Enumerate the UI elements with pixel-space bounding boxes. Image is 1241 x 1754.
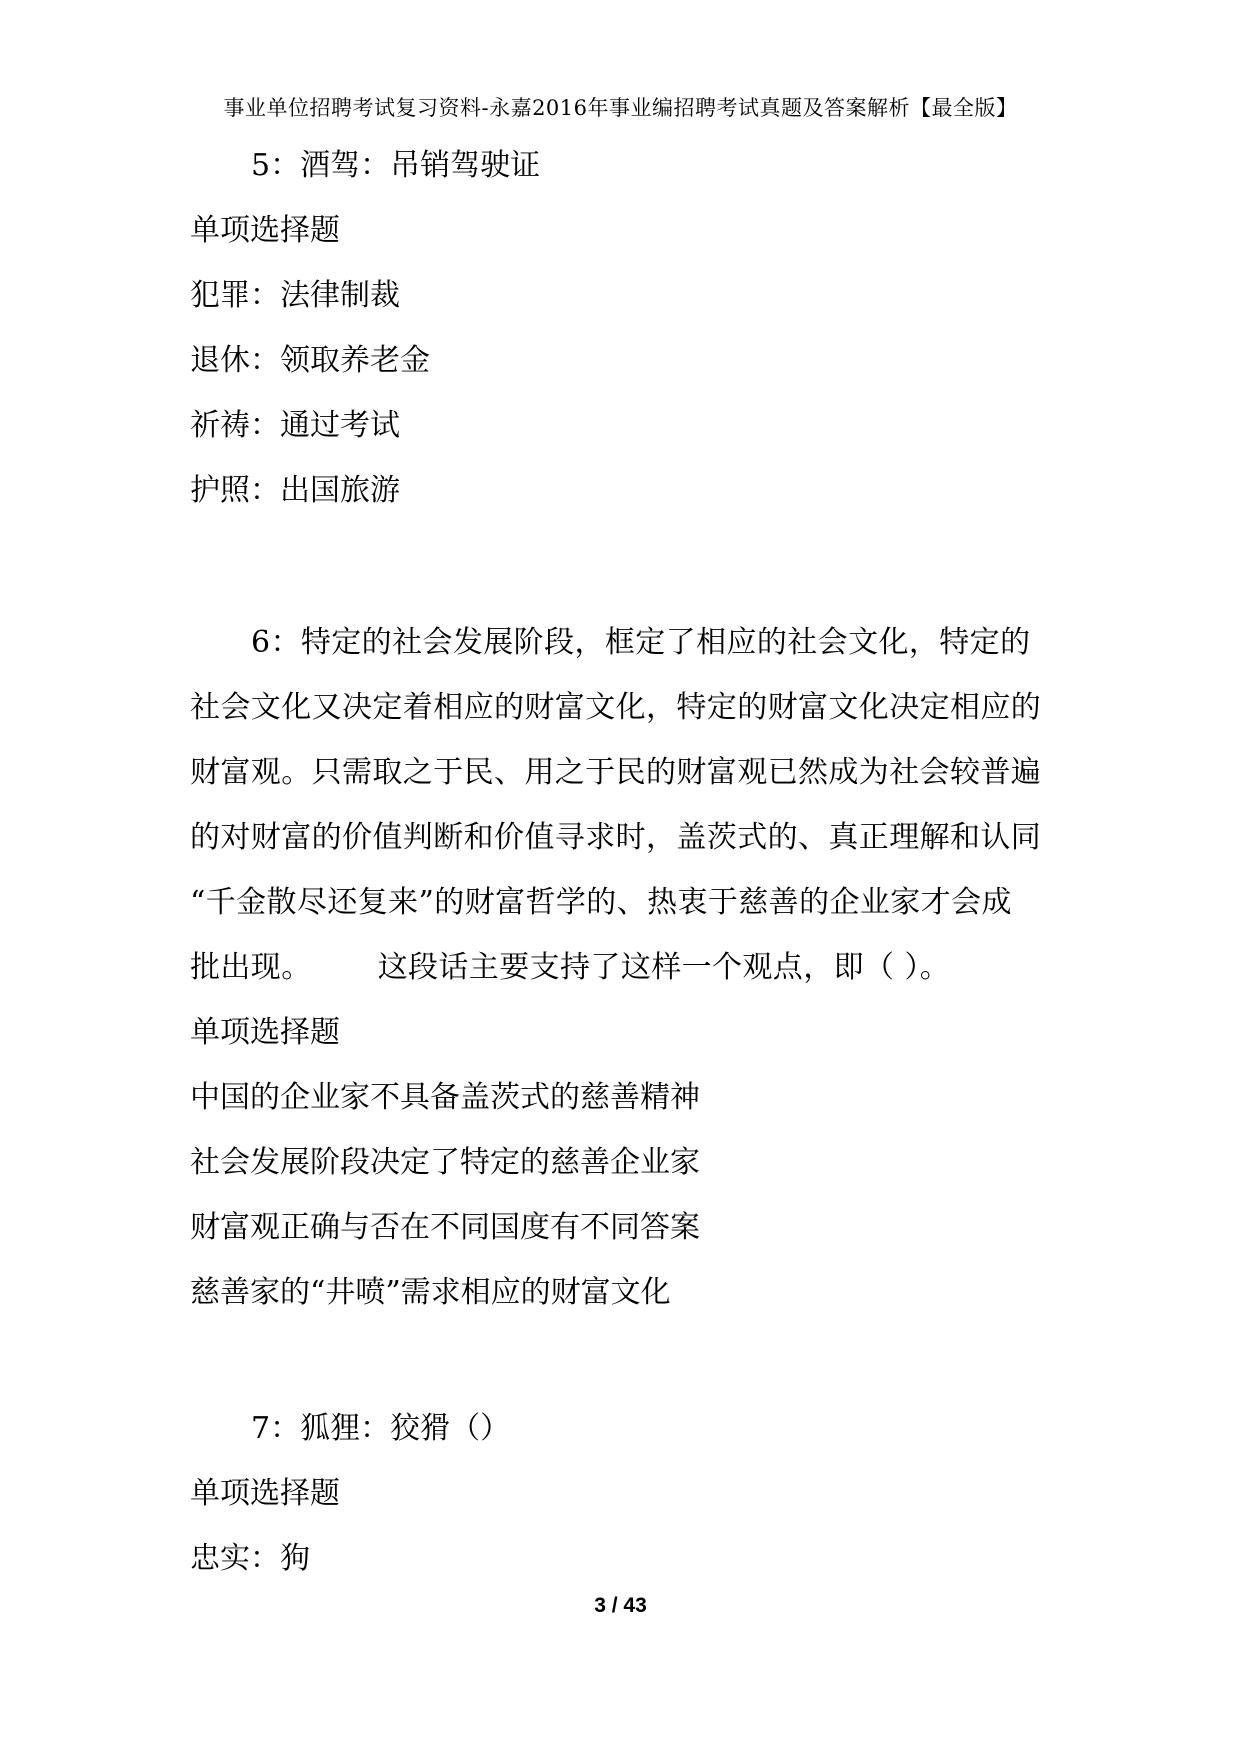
question-prompt: 这段话主要支持了这样一个观点，即（ ）。 bbox=[377, 950, 951, 985]
option: 中国的企业家不具备盖茨式的慈善精神 bbox=[190, 1080, 700, 1115]
option: 财富观正确与否在不同国度有不同答案 bbox=[190, 1210, 700, 1245]
page-number: 3 / 43 bbox=[594, 1594, 647, 1617]
option: 犯罪：法律制裁 bbox=[190, 278, 400, 313]
question-type: 单项选择题 bbox=[190, 213, 340, 248]
option: 社会发展阶段决定了特定的慈善企业家 bbox=[190, 1145, 700, 1180]
question-7 bbox=[190, 1396, 1060, 1591]
question-type: 单项选择题 bbox=[190, 1476, 340, 1511]
option: 忠实：狗 bbox=[190, 1541, 310, 1576]
question-stem-line: 财富观。只需取之于民、用之于民的财富观已然成为社会较普遍 bbox=[190, 755, 1042, 790]
question-stem-line: 的对财富的价值判断和价值寻求时，盖茨式的、真正理解和认同 bbox=[190, 820, 1042, 855]
question-5 bbox=[190, 133, 1060, 523]
question-stem-line-last bbox=[190, 935, 1060, 1000]
question-stem-line: 6：特定的社会发展阶段，框定了相应的社会文化，特定的 bbox=[251, 625, 1031, 660]
question-6 bbox=[190, 610, 1060, 1325]
question-type: 单项选择题 bbox=[190, 1015, 340, 1050]
question-stem-line: “千金散尽还复来”的财富哲学的、热衷于慈善的企业家才会成 bbox=[190, 885, 1012, 920]
running-header: 事业单位招聘考试复习资料-永嘉2016年事业编招聘考试真题及答案解析【最全版】 bbox=[223, 96, 1018, 120]
question-stem: 7：狐狸：狡猾（） bbox=[251, 1411, 511, 1446]
question-stem-tail: 批出现。 bbox=[190, 950, 312, 985]
option: 慈善家的“井喷”需求相应的财富文化 bbox=[190, 1275, 671, 1310]
question-stem: 5：酒驾：吊销驾驶证 bbox=[251, 148, 541, 183]
option: 退休：领取养老金 bbox=[190, 343, 430, 378]
question-stem-line: 社会文化又决定着相应的财富文化，特定的财富文化决定相应的 bbox=[190, 690, 1042, 725]
option: 祈祷：通过考试 bbox=[190, 408, 400, 443]
option: 护照：出国旅游 bbox=[190, 473, 400, 508]
